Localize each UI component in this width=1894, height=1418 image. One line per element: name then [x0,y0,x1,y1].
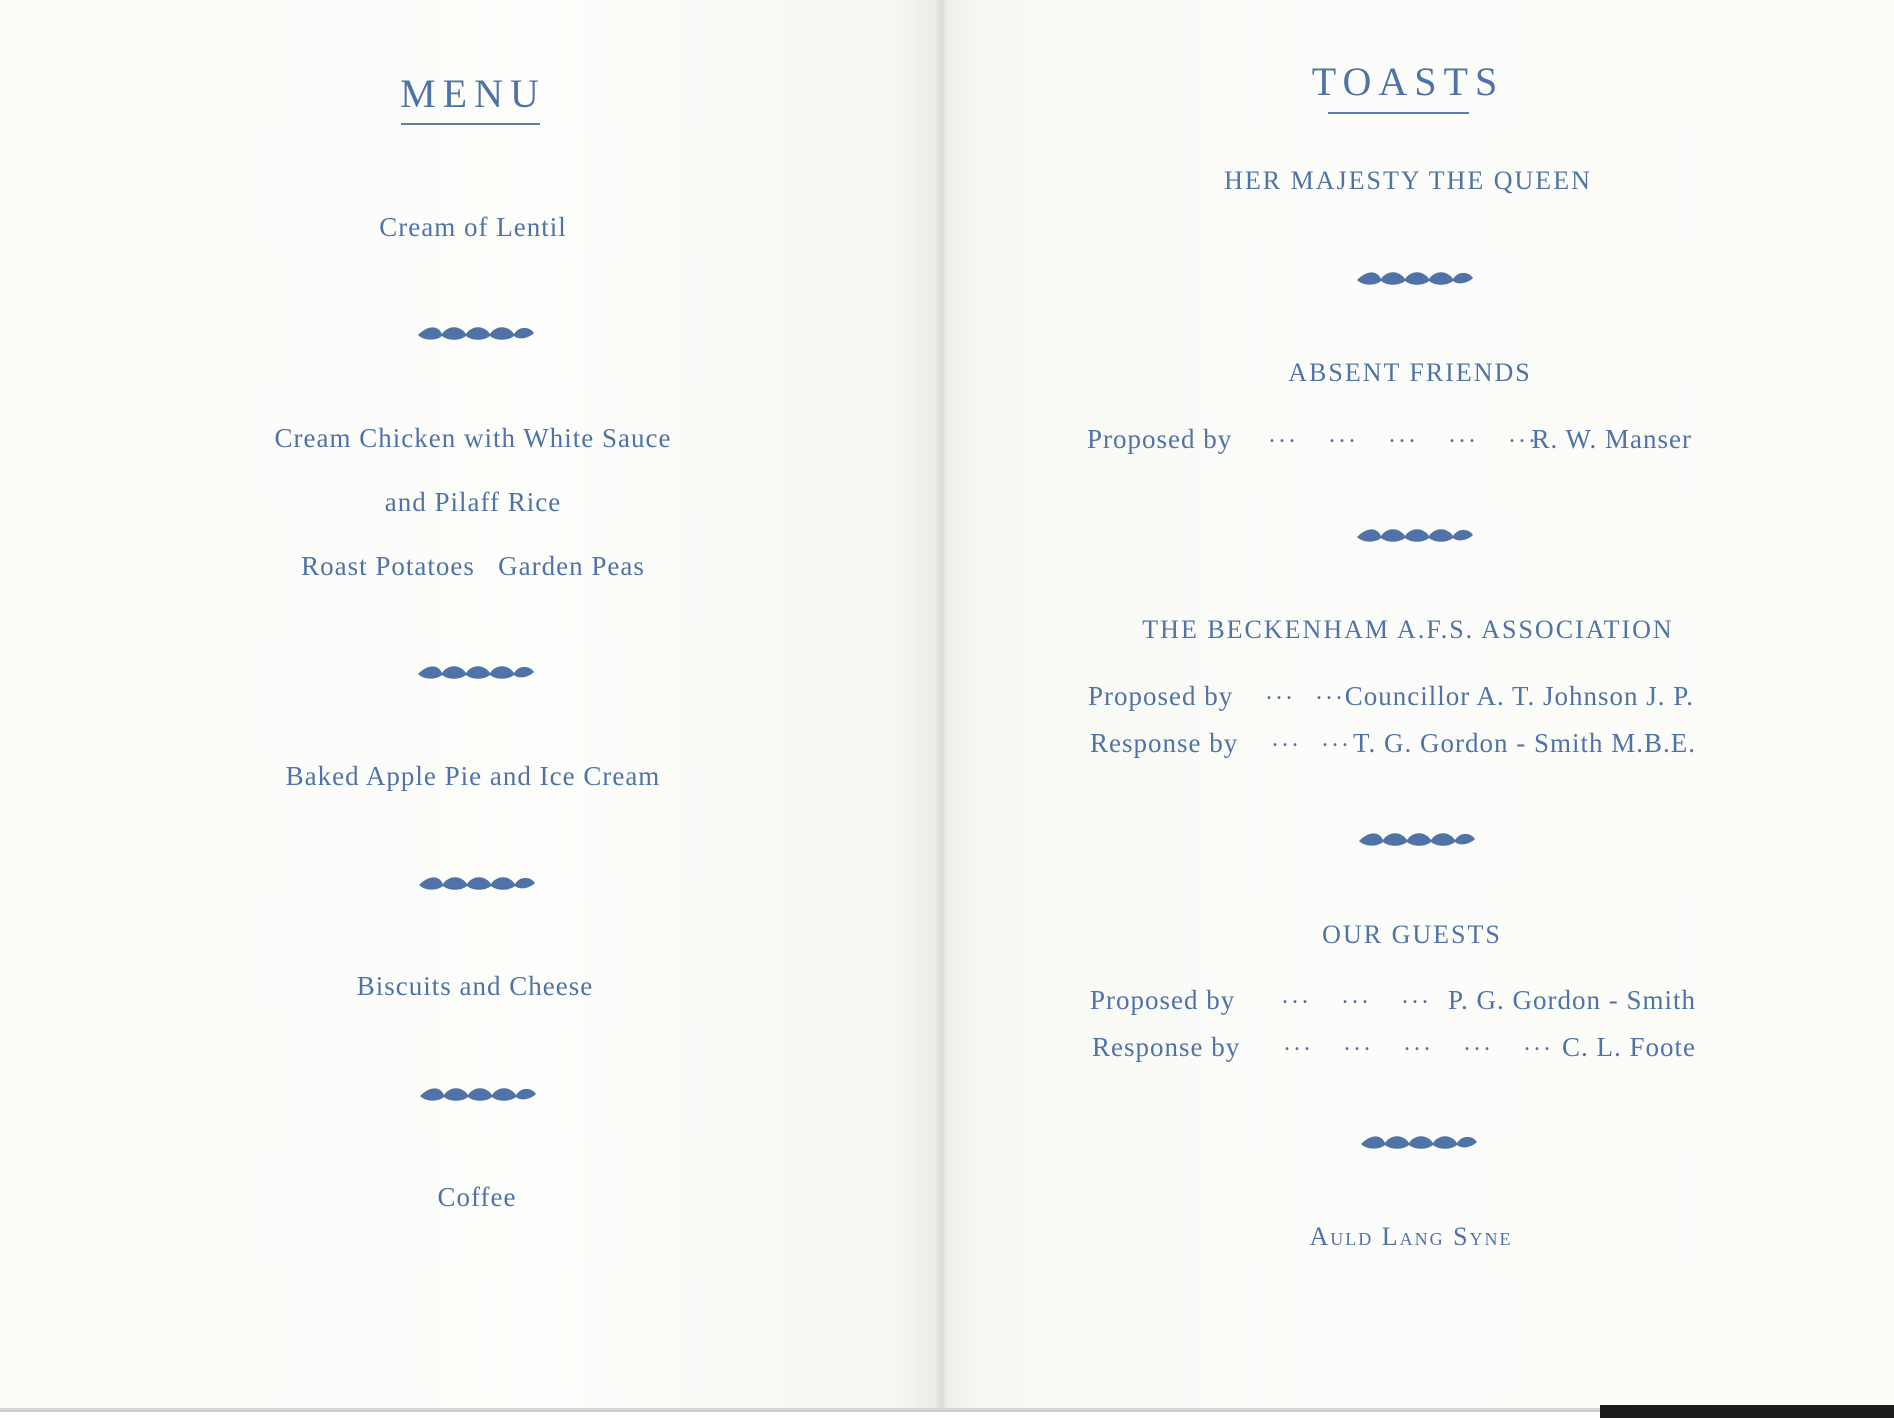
menu-course-main-line-2: and Pilaff Rice [384,487,562,517]
toast-row-name: C. L. Foote [1561,1032,1696,1062]
toast-title-absent-friends: ABSENT FRIENDS [1288,358,1532,387]
wave-ornament-icon [1355,271,1475,287]
wave-ornament-icon [1357,832,1477,848]
menu-course-cheese: Biscuits and Cheese [356,971,594,1001]
toast-row-dots: ... ... ... ... ... [1284,1030,1554,1056]
wave-ornament-icon [416,665,536,681]
toast-row-dots: ... ... ... [1282,983,1432,1009]
toast-row-label: Response by [1090,728,1239,758]
toast-row-name: Councillor A. T. Johnson J. P. [1344,681,1694,711]
toast-row-name: P. G. Gordon - Smith [1447,985,1696,1015]
toast-title-beckenham: THE BECKENHAM A.F.S. ASSOCIATION [1142,615,1674,644]
menu-course-main-line-3: Roast Potatoes Garden Peas [301,551,645,581]
toast-row [1092,1032,1696,1066]
wave-ornament-icon [1359,1135,1479,1151]
toast-row-dots: ... ... [1272,726,1352,752]
toast-row-name: R. W. Manser [1531,424,1692,454]
menu-course-coffee: Coffee [437,1182,517,1212]
toast-row [1087,424,1692,458]
menu-course-dessert: Baked Apple Pie and Ice Cream [285,761,661,791]
dark-corner [1600,1405,1894,1418]
menu-title: MENU [400,71,546,116]
toasts-title-underline [1328,112,1469,114]
toasts-page [948,0,1894,1412]
toast-title-queen: HER MAJESTY THE QUEEN [1224,166,1592,195]
toast-row [1090,985,1696,1019]
menu-course-main-line-1: Cream Chicken with White Sauce [274,423,672,453]
toast-row-label: Proposed by [1088,681,1234,711]
toast-row-label: Response by [1092,1032,1241,1062]
toast-closing-song: Auld Lang Syne [1309,1222,1513,1251]
toast-title-our-guests: OUR GUESTS [1322,920,1502,949]
wave-ornament-icon [417,876,537,892]
toast-row-name: T. G. Gordon - Smith M.B.E. [1353,728,1696,758]
wave-ornament-icon [418,1087,538,1103]
toast-row-dots: ... ... ... ... ... [1269,422,1539,448]
toast-row-label: Proposed by [1090,985,1236,1015]
toast-row-dots: ... ... [1266,679,1346,705]
menu-course-soup: Cream of Lentil [379,212,567,242]
menu-page [0,0,938,1412]
wave-ornament-icon [1355,528,1475,544]
toasts-title: TOASTS [1311,59,1505,104]
toast-row [1090,728,1696,762]
wave-ornament-icon [416,326,536,342]
toast-row-label: Proposed by [1087,424,1233,454]
toast-row [1088,681,1694,715]
menu-title-underline [401,123,540,125]
